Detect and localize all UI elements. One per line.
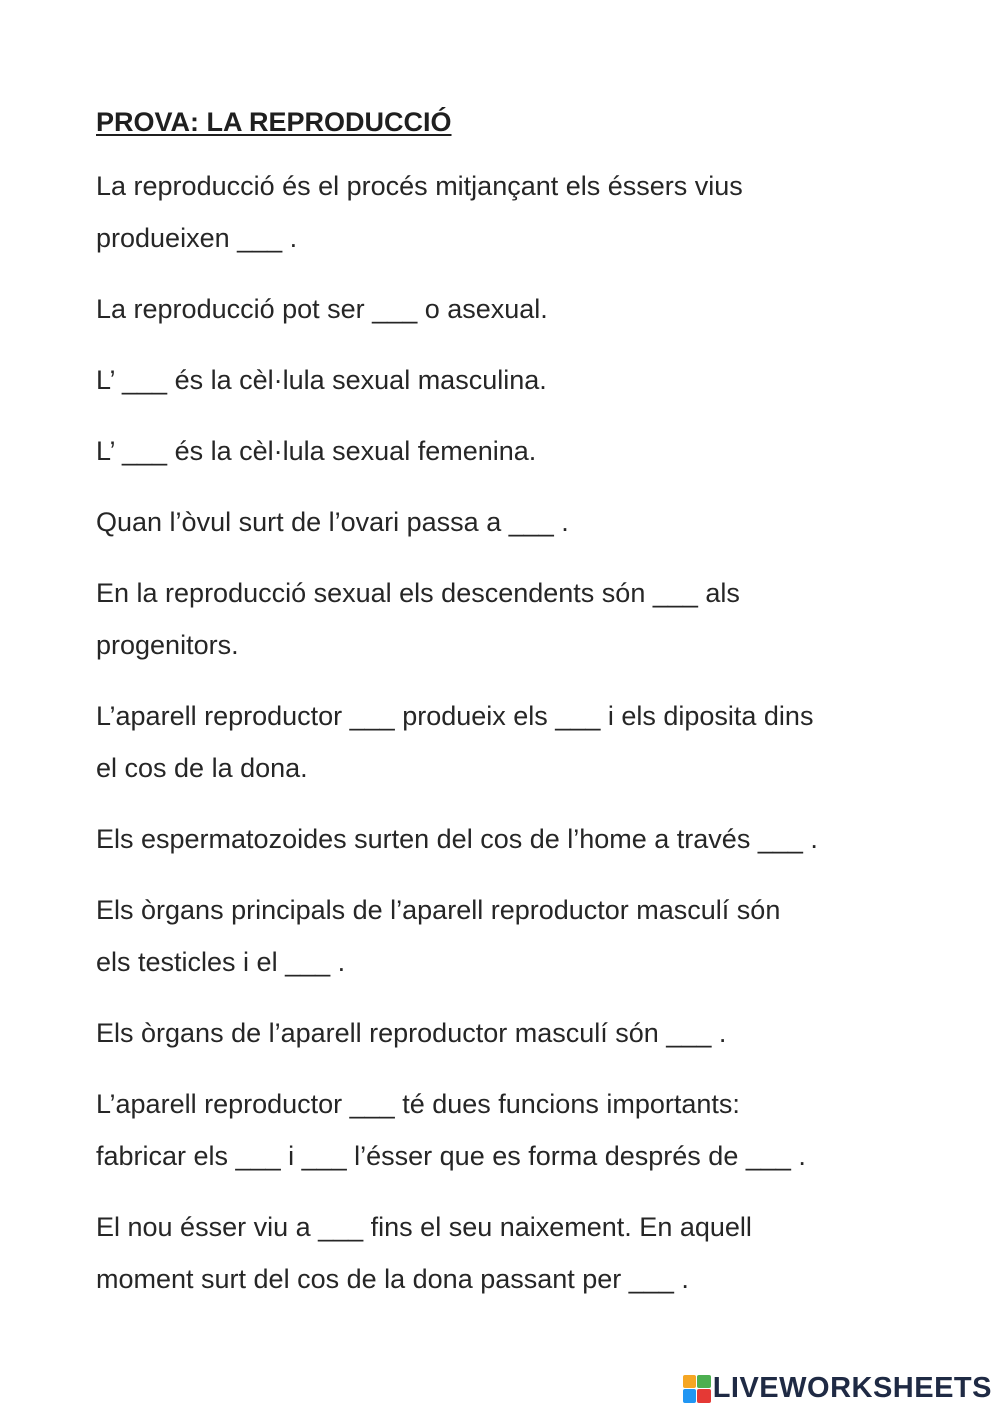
question-line: el cos de la dona.	[96, 753, 308, 783]
question-3	[96, 354, 926, 406]
question-line: fabricar els ___ i ___ l’ésser que es forma després de ___ .	[96, 1141, 806, 1171]
question-8	[96, 813, 926, 865]
liveworksheets-logo[interactable]	[683, 1372, 992, 1405]
logo-text: LIVEWORKSHEETS	[712, 1372, 992, 1404]
question-line: Quan l’òvul surt de l’ovari passa a ___ .	[96, 507, 569, 537]
question-line: El nou ésser viu a ___ fins el seu naixement. En aquell	[96, 1212, 752, 1242]
question-line: L’aparell reproductor ___ produeix els ___ i els diposita dins	[96, 701, 814, 731]
question-line: moment surt del cos de la dona passant per ___ .	[96, 1264, 689, 1294]
question-line: En la reproducció sexual els descendents són ___ als	[96, 578, 740, 608]
question-line: Els espermatozoides surten del cos de l’home a través ___ .	[96, 824, 818, 854]
question-5	[96, 496, 926, 548]
question-11	[96, 1078, 926, 1182]
question-line: els testicles i el ___ .	[96, 947, 346, 977]
question-line: produeixen ___ .	[96, 223, 298, 253]
question-line: La reproducció pot ser ___ o asexual.	[96, 294, 548, 324]
question-4	[96, 425, 926, 477]
question-7	[96, 690, 926, 794]
question-10	[96, 1007, 926, 1059]
worksheet-title: PROVA: LA REPRODUCCIÓ	[96, 107, 452, 137]
logo-square	[683, 1375, 697, 1389]
question-2	[96, 283, 926, 335]
question-6	[96, 567, 926, 671]
question-line: La reproducció és el procés mitjançant els éssers vius	[96, 171, 743, 201]
question-line: L’ ___ és la cèl·lula sexual femenina.	[96, 436, 537, 466]
question-line: L’aparell reproductor ___ té dues funcions importants:	[96, 1089, 740, 1119]
question-9	[96, 884, 926, 988]
question-line: Els òrgans principals de l’aparell reproductor masculí són	[96, 895, 781, 925]
question-1	[96, 160, 926, 264]
logo-square	[697, 1389, 711, 1403]
liveworksheets-logo-icon	[683, 1375, 711, 1403]
worksheet	[96, 104, 926, 1324]
question-line: progenitors.	[96, 630, 239, 660]
question-12	[96, 1201, 926, 1305]
question-line: Els òrgans de l’aparell reproductor masculí són ___ .	[96, 1018, 727, 1048]
logo-square	[697, 1375, 711, 1389]
question-line: L’ ___ és la cèl·lula sexual masculina.	[96, 365, 547, 395]
logo-square	[683, 1389, 697, 1403]
